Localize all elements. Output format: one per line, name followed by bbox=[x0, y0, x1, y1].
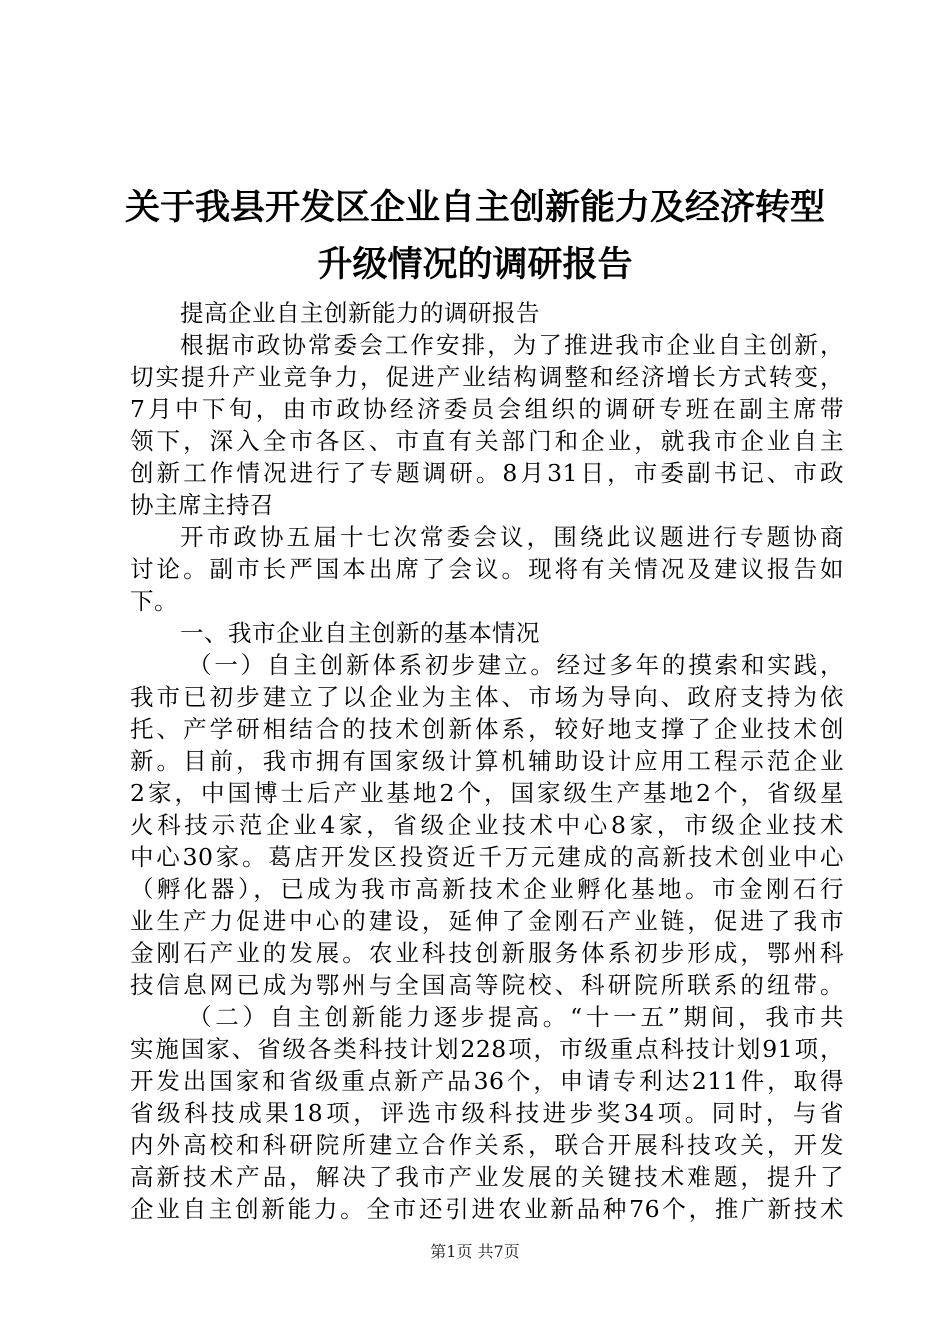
body-line: 新。目前，我市拥有国家级计算机辅助设计应用工程示范企业 bbox=[130, 747, 844, 775]
body-line: （孵化器），已成为我市高新技术企业孵化基地。市金刚石行 bbox=[130, 875, 844, 903]
body-line: 开市政协五届十七次常委会议，围绕此议题进行专题协商 bbox=[180, 523, 844, 551]
body-line: 业生产力促进中心的建设，延伸了金刚石产业链，促进了我市 bbox=[130, 907, 844, 935]
document-title-line-1: 关于我县开发区企业自主创新能力及经济转型 bbox=[124, 188, 825, 228]
body-line: 中心30家。葛店开发区投资近千万元建成的高新技术创业中心 bbox=[130, 843, 844, 871]
body-line: 技信息网已成为鄂州与全国高等院校、科研院所联系的纽带。 bbox=[130, 971, 844, 999]
body-line: 领下，深入全市各区、市直有关部门和企业，就我市企业自主 bbox=[130, 427, 844, 455]
body-line: 省级科技成果18项，评选市级科技进步奖34项。同时，与省 bbox=[130, 1099, 844, 1127]
section-heading: 一、我市企业自主创新的基本情况 bbox=[180, 619, 540, 647]
body-line: 金刚石产业的发展。农业科技创新服务体系初步形成，鄂州科 bbox=[130, 939, 844, 967]
body-line: （二）自主创新能力逐步提高。“十一五”期间，我市共 bbox=[188, 1003, 844, 1031]
body-line: 内外高校和科研院所建立合作关系，联合开展科技攻关，开发 bbox=[130, 1131, 844, 1159]
body-line: 火科技示范企业4家，省级企业技术中心8家，市级企业技术 bbox=[130, 811, 844, 839]
body-line: 托、产学研相结合的技术创新体系，较好地支撑了企业技术创 bbox=[130, 715, 844, 743]
document-title-line-2: 升级情况的调研报告 bbox=[317, 245, 633, 285]
body-line: 根据市政协常委会工作安排，为了推进我市企业自主创新， bbox=[180, 331, 844, 359]
page-number-footer: 第1页 共7页 bbox=[430, 1242, 520, 1261]
body-line: 提高企业自主创新能力的调研报告 bbox=[180, 299, 540, 327]
body-line: （一）自主创新体系初步建立。经过多年的摸索和实践， bbox=[188, 651, 844, 679]
body-line: 高新技术产品，解决了我市产业发展的关键技术难题，提升了 bbox=[130, 1163, 844, 1191]
body-line: 协主席主持召 bbox=[130, 491, 274, 519]
body-line: 企业自主创新能力。全市还引进农业新品种76个，推广新技术 bbox=[130, 1195, 844, 1223]
body-line: 我市已初步建立了以企业为主体、市场为导向、政府支持为依 bbox=[130, 683, 844, 711]
body-line: 2家，中国博士后产业基地2个，国家级生产基地2个，省级星 bbox=[130, 779, 844, 807]
body-line: 切实提升产业竞争力，促进产业结构调整和经济增长方式转变， bbox=[130, 363, 844, 391]
body-line: 创新工作情况进行了专题调研。8月31日，市委副书记、市政 bbox=[130, 459, 844, 487]
body-line: 7月中下旬，由市政协经济委员会组织的调研专班在副主席带 bbox=[130, 395, 844, 423]
body-line: 实施国家、省级各类科技计划228项，市级重点科技计划91项， bbox=[130, 1035, 844, 1063]
body-line: 开发出国家和省级重点新产品36个，申请专利达211件，取得 bbox=[130, 1067, 844, 1095]
body-line: 讨论。副市长严国本出席了会议。现将有关情况及建议报告如 bbox=[130, 555, 844, 583]
body-line: 下。 bbox=[130, 587, 178, 615]
